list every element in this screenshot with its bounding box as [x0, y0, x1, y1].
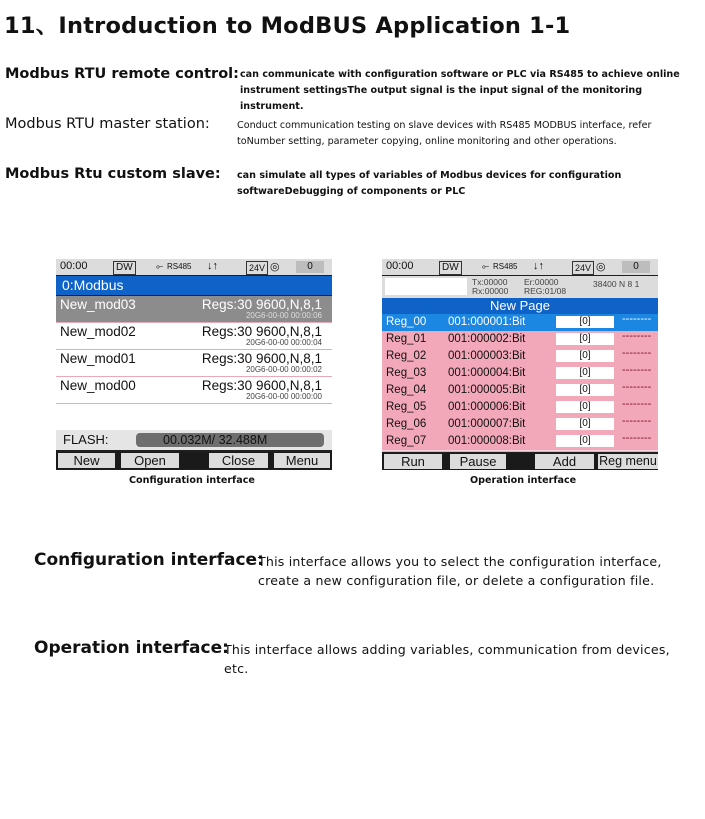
operation-softkeys: [382, 453, 658, 470]
config-name: New_mod03: [60, 297, 136, 312]
register-address: 001:000003:Bit: [448, 350, 526, 362]
flash-label: FLASH:: [63, 432, 109, 447]
rx-counter: Rx:00000: [472, 286, 509, 296]
register-name: Reg_04: [386, 384, 427, 396]
feature-label-master-station: Modbus RTU master station:: [5, 116, 210, 132]
feature-desc-line: softwareDebugging of components or PLC: [237, 186, 466, 197]
section-desc-line: This interface allows adding variables, communication from devices,: [224, 642, 670, 657]
feature-desc-line: can communicate with configuration software or PLC via RS485 to achieve online: [240, 69, 680, 80]
config-row-new-mod00[interactable]: [56, 377, 332, 404]
feature-label-remote-control: Modbus RTU remote control:: [5, 66, 239, 82]
config-name: New_mod00: [60, 378, 136, 393]
status-interface: RS485: [493, 262, 518, 271]
register-status: --------: [622, 381, 652, 393]
configuration-screen: [56, 259, 332, 470]
page-title: 11、Introduction to ModBUS Application 1-1: [4, 13, 571, 39]
reg-counter: REG:01/08: [524, 286, 567, 296]
status-mode: DW: [439, 261, 462, 275]
operation-interface-desc: [224, 640, 670, 678]
register-value[interactable]: [0]: [556, 350, 614, 362]
menu-button[interactable]: Menu: [274, 453, 330, 468]
register-value[interactable]: [0]: [556, 367, 614, 379]
register-address: 001:000005:Bit: [448, 384, 526, 396]
transfer-arrows-icon: ↓↑: [207, 260, 218, 272]
modbus-header[interactable]: [56, 276, 332, 295]
status-time: 00:00: [386, 260, 414, 272]
new-button[interactable]: New: [58, 453, 115, 468]
transfer-arrows-icon: ↓↑: [533, 260, 544, 272]
register-value[interactable]: [0]: [556, 418, 614, 430]
register-value[interactable]: [0]: [556, 384, 614, 396]
config-date: 20G6-00-00 00:00:06: [245, 311, 322, 320]
status-voltage: 24V: [246, 261, 268, 275]
config-regs: Regs:30 9600,N,8,1: [201, 351, 322, 366]
register-address: 001:000001:Bit: [448, 316, 526, 328]
config-date: 20G6-00-00 00:00:02: [245, 365, 322, 374]
config-caption: Configuration interface: [129, 475, 255, 486]
status-count: 0: [296, 261, 324, 273]
register-value[interactable]: [0]: [556, 435, 614, 447]
status-count: 0: [622, 261, 650, 273]
config-regs: Regs:30 9600,N,8,1: [201, 297, 322, 312]
register-name: Reg_02: [386, 350, 427, 362]
usb-icon: ⟜: [482, 261, 490, 271]
config-row-new-mod01[interactable]: [56, 350, 332, 377]
register-name: Reg_03: [386, 367, 427, 379]
section-desc-line: create a new configuration file, or delete a configuration file.: [258, 573, 655, 588]
pause-button[interactable]: Pause: [450, 454, 506, 469]
register-address: 001:000006:Bit: [448, 401, 526, 413]
register-name: Reg_01: [386, 333, 427, 345]
status-voltage: 24V: [572, 261, 594, 275]
register-name: Reg_06: [386, 418, 427, 430]
config-list: [56, 296, 332, 430]
page-title-label: New Page: [490, 298, 550, 313]
comm-info-bar: [382, 276, 658, 298]
feature-desc-line: instrument settingsThe output signal is the input signal of the monitoring instrument.: [240, 85, 643, 112]
register-row-reg-06[interactable]: [382, 416, 658, 434]
register-row-reg-03[interactable]: [382, 365, 658, 383]
register-address: 001:000008:Bit: [448, 435, 526, 447]
operation-interface-label: Operation interface:: [34, 638, 229, 658]
register-name: Reg_00: [386, 316, 427, 328]
tx-counter: Tx:00000: [472, 277, 508, 287]
configuration-interface-desc: [258, 552, 662, 590]
register-name: Reg_05: [386, 401, 427, 413]
operation-caption: Operation interface: [470, 475, 577, 486]
feature-desc-remote-control: [240, 67, 705, 115]
run-button[interactable]: Run: [384, 454, 442, 469]
register-status: --------: [622, 364, 652, 376]
config-row-new-mod02[interactable]: [56, 323, 332, 350]
address-input[interactable]: [385, 278, 467, 295]
modbus-header-label: 0:Modbus: [62, 277, 124, 293]
baud-settings: 38400 N 8 1: [593, 279, 640, 289]
page-title-bar[interactable]: [382, 298, 658, 314]
register-address: 001:000007:Bit: [448, 418, 526, 430]
register-row-reg-00[interactable]: [382, 314, 658, 332]
config-name: New_mod02: [60, 324, 136, 339]
feature-desc-master-station: [237, 118, 651, 150]
register-row-reg-04[interactable]: [382, 382, 658, 400]
config-row-new-mod03[interactable]: [56, 296, 332, 323]
feature-desc-line: can simulate all types of variables of Modbus devices for configuration: [237, 170, 622, 181]
operation-screen: [382, 259, 658, 470]
close-button[interactable]: Close: [209, 453, 268, 468]
register-value[interactable]: [0]: [556, 316, 614, 328]
feature-desc-line: toNumber setting, parameter copying, online monitoring and other operations.: [237, 136, 617, 147]
register-status: --------: [622, 347, 652, 359]
status-bar: [56, 259, 332, 275]
register-row-reg-01[interactable]: [382, 331, 658, 349]
config-softkeys: [56, 452, 332, 469]
flash-value: 00.032M/ 32.488M: [163, 433, 268, 447]
target-icon: ◎: [270, 261, 280, 273]
register-value[interactable]: [0]: [556, 401, 614, 413]
register-status: --------: [622, 330, 652, 342]
feature-desc-line: Conduct communication testing on slave devices with RS485 MODBUS interface, refer: [237, 120, 652, 131]
flash-bar: [56, 430, 332, 450]
register-row-reg-02[interactable]: [382, 348, 658, 366]
usb-icon: ⟜: [156, 261, 164, 271]
status-interface: RS485: [167, 262, 192, 271]
status-time: 00:00: [60, 260, 88, 272]
register-status: --------: [622, 432, 652, 444]
add-button[interactable]: Add: [535, 454, 594, 469]
register-status: --------: [622, 398, 652, 410]
feature-label-custom-slave: Modbus Rtu custom slave:: [5, 166, 221, 182]
feature-desc-custom-slave: [237, 168, 621, 200]
register-status: --------: [622, 313, 652, 325]
config-regs: Regs:30 9600,N,8,1: [201, 378, 322, 393]
register-list: [382, 314, 658, 452]
status-mode: DW: [113, 261, 136, 275]
register-status: --------: [622, 415, 652, 427]
section-desc-line: This interface allows you to select the configuration interface,: [258, 554, 662, 569]
status-bar: [382, 259, 658, 275]
section-desc-line: etc.: [224, 661, 249, 676]
config-name: New_mod01: [60, 351, 136, 366]
register-row-reg-05[interactable]: [382, 399, 658, 417]
reg-menu-button[interactable]: Reg menu: [599, 454, 657, 468]
config-date: 20G6-00-00 00:00:00: [245, 392, 322, 401]
register-row-reg-07[interactable]: [382, 433, 658, 451]
register-value[interactable]: [0]: [556, 333, 614, 345]
open-button[interactable]: Open: [121, 453, 179, 468]
flash-usage-bar: [136, 433, 324, 447]
config-regs: Regs:30 9600,N,8,1: [201, 324, 322, 339]
configuration-interface-label: Configuration interface:: [34, 550, 264, 570]
target-icon: ◎: [596, 261, 606, 273]
register-address: 001:000004:Bit: [448, 367, 526, 379]
error-counter: Er:00000: [524, 277, 559, 287]
register-name: Reg_07: [386, 435, 427, 447]
register-address: 001:000002:Bit: [448, 333, 526, 345]
config-date: 20G6-00-00 00:00:04: [245, 338, 322, 347]
